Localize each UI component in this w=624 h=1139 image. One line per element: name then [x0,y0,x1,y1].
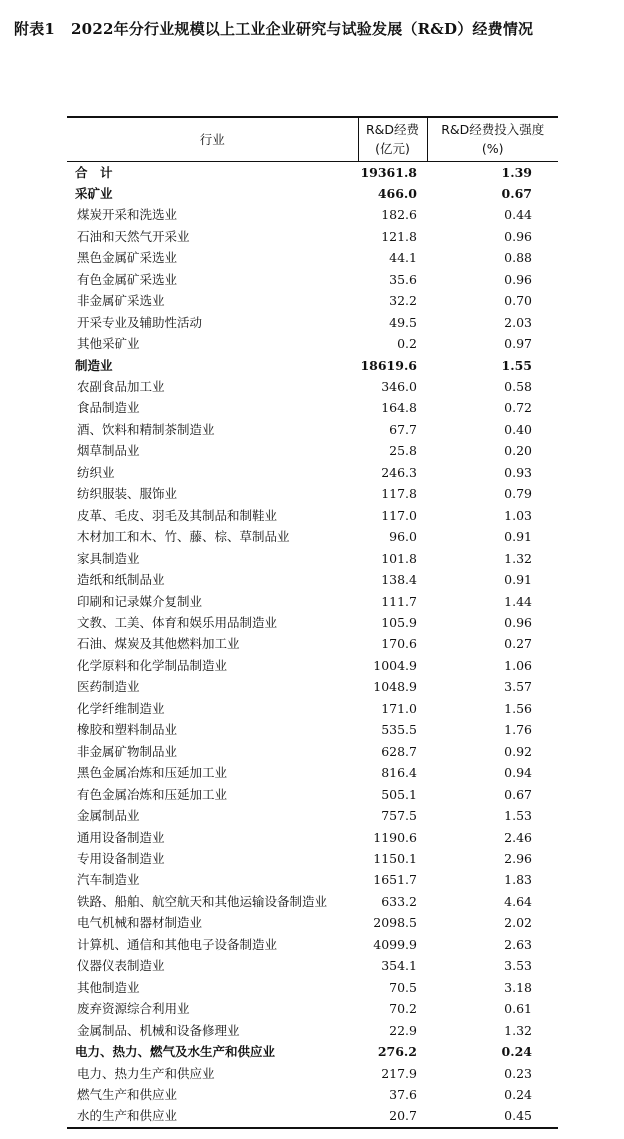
rd-expenditure-value: 170.6 [381,636,417,652]
rd-expenditure-value: 18619.6 [360,357,417,373]
rd-intensity-value: 2.02 [504,915,532,931]
rd-expenditure-value: 633.2 [381,893,417,909]
table-row [67,226,558,247]
rd-intensity-value: 0.94 [504,765,532,781]
industry-name: 金属制品、机械和设备修理业 [77,1022,240,1038]
industry-name: 石油、煤炭及其他燃料加工业 [77,636,240,652]
rd-expenditure-value: 25.8 [389,443,417,459]
rd-intensity-value: 1.39 [501,164,532,180]
rd-intensity-value: 0.23 [504,1065,532,1081]
rd-expenditure-value: 757.5 [381,808,417,824]
rd-intensity-value: 1.03 [504,507,532,523]
rd-intensity-value: 0.93 [504,464,532,480]
industry-name: 其他采矿业 [77,336,140,352]
rd-intensity-value: 1.53 [504,808,532,824]
rd-expenditure-value: 346.0 [381,379,417,395]
page-title [14,18,533,39]
rd-expenditure-value: 20.7 [389,1108,417,1124]
industry-name: 电气机械和器材制造业 [77,915,203,931]
table-row [67,741,558,762]
rd-intensity-value: 0.97 [504,336,532,352]
industry-name: 电力、热力生产和供应业 [77,1065,215,1081]
table-row [67,440,558,461]
industry-name: 铁路、船舶、航空航天和其他运输设备制造业 [77,893,328,909]
table-row [67,247,558,268]
rd-intensity-value: 2.03 [504,314,532,330]
table-row [67,376,558,397]
table-row [67,548,558,569]
rd-expenditure-value: 67.7 [389,421,417,437]
rd-intensity-value: 1.32 [504,1022,532,1038]
rd-intensity-value: 4.64 [504,893,532,909]
industry-name: 废弃资源综合利用业 [77,1001,190,1017]
industry-name: 橡胶和塑料制品业 [77,722,178,738]
industry-name: 开采专业及辅助性活动 [77,314,203,330]
rd-expenditure-value: 1190.6 [373,829,417,845]
rd-intensity-value: 2.63 [504,936,532,952]
table-row [67,355,558,376]
header-rd-expenditure [358,117,427,161]
rd-expenditure-value: 1651.7 [373,872,417,888]
rd-expenditure-value: 32.2 [389,293,417,309]
table-row [67,569,558,590]
table-row [67,633,558,654]
table-row [67,419,558,440]
rd-expenditure-value: 246.3 [381,464,417,480]
industry-name: 有色金属冶炼和压延加工业 [77,786,228,802]
rd-expenditure-value: 276.2 [377,1044,417,1060]
rd-intensity-value: 0.70 [504,293,532,309]
industry-name: 纺织业 [77,464,115,480]
rd-expenditure-value: 466.0 [377,185,417,201]
table-row [67,891,558,912]
rd-expenditure-value: 164.8 [381,400,417,416]
rd-intensity-value: 1.76 [504,722,532,738]
industry-name: 汽车制造业 [77,872,140,888]
industry-name: 专用设备制造业 [77,851,165,866]
rd-intensity-value: 0.91 [504,529,532,545]
industry-name: 有色金属矿采选业 [77,271,178,287]
rd-expenditure-value: 628.7 [381,743,417,759]
industry-name: 燃气生产和供应业 [77,1086,178,1102]
industry-name: 纺织服装、服饰业 [77,486,178,502]
rd-intensity-value: 0.24 [501,1044,532,1060]
industry-name: 烟草制品业 [77,443,140,459]
table-row [67,977,558,998]
table-row [67,784,558,805]
rd-expenditure-value: 44.1 [389,250,417,266]
rd-intensity-value: 3.57 [504,679,532,695]
rd-expenditure-value: 1150.1 [373,851,417,866]
industry-name: 采矿业 [75,185,113,201]
rd-expenditure-value: 22.9 [389,1022,417,1038]
rd-intensity-value: 0.91 [504,572,532,588]
table-row [67,676,558,697]
industry-name: 家具制造业 [77,550,140,566]
table-row [67,762,558,783]
industry-name: 通用设备制造业 [77,829,165,845]
rd-intensity-value: 0.88 [504,250,532,266]
rd-expenditure-value: 111.7 [381,593,417,609]
rd-expenditure-value: 505.1 [381,786,417,802]
rd-intensity-value: 0.72 [504,400,532,416]
table-row [67,805,558,826]
table-row [67,1063,558,1084]
rd-intensity-value: 0.61 [504,1001,532,1017]
title-text: 2022年分行业规模以上工业企业研究与试验发展（R&D）经费情况 [71,20,534,38]
rd-intensity-value: 0.40 [504,421,532,437]
rd-intensity-value: 0.96 [504,271,532,287]
rd-expenditure-value: 171.0 [381,700,417,716]
table-row [67,998,558,1019]
table-row [67,1084,558,1105]
rd-expenditure-value: 117.0 [381,507,417,523]
industry-name: 合 计 [75,164,113,180]
header-rd-line1: R&D经费 [365,122,420,138]
table-row [67,655,558,676]
rd-intensity-value: 3.53 [504,958,532,974]
rd-intensity-value: 1.55 [501,357,532,373]
rd-expenditure-value: 49.5 [389,314,417,330]
rd-expenditure-value: 105.9 [381,615,417,631]
rd-intensity-value: 0.67 [501,185,532,201]
table-row [67,526,558,547]
industry-name: 非金属矿采选业 [77,293,165,309]
industry-name: 造纸和纸制品业 [77,572,165,588]
rd-intensity-value: 0.67 [504,786,532,802]
industry-name: 仪器仪表制造业 [77,958,165,974]
rd-intensity-value: 1.44 [504,593,532,609]
rd-expenditure-value: 117.8 [381,486,417,502]
rd-expenditure-value: 217.9 [381,1065,417,1081]
rd-expenditure-value: 96.0 [389,529,417,545]
appendix-label: 附表1 [14,20,56,38]
rd-intensity-value: 0.27 [504,636,532,652]
industry-name: 金属制品业 [77,808,140,824]
table-row [67,719,558,740]
table-row [67,290,558,311]
table-row [67,483,558,504]
table-header-row [67,117,558,161]
industry-name: 石油和天然气开采业 [77,228,190,244]
table-row [67,1105,558,1127]
rd-expenditure-value: 35.6 [389,271,417,287]
rd-expenditure-value: 182.6 [381,207,417,223]
rd-intensity-value: 0.96 [504,228,532,244]
header-rd-line2: (亿元) [375,141,410,157]
table-row [67,462,558,483]
rd-expenditure-value: 535.5 [381,722,417,738]
rd-intensity-value: 0.44 [504,207,532,223]
industry-name: 化学原料和化学制品制造业 [77,657,228,673]
rd-expenditure-value: 138.4 [381,572,417,588]
rd-expenditure-value: 354.1 [381,958,417,974]
header-intensity-line2: (%) [481,141,504,157]
header-industry: 行业 [199,131,225,147]
rd-expenditure-value: 70.2 [389,1001,417,1017]
table-body [67,161,558,1128]
industry-name: 文教、工美、体育和娱乐用品制造业 [77,615,278,631]
table-row [67,934,558,955]
industry-name: 制造业 [75,357,113,373]
rd-intensity-value: 1.83 [504,872,532,888]
industry-name: 计算机、通信和其他电子设备制造业 [77,936,278,952]
table-row [67,591,558,612]
industry-name: 黑色金属冶炼和压延加工业 [77,765,228,781]
industry-name: 黑色金属矿采选业 [77,250,178,266]
industry-name: 农副食品加工业 [77,379,165,395]
rd-intensity-value: 2.46 [504,829,532,845]
rd-expenditure-value: 0.2 [397,336,417,352]
table-row [67,612,558,633]
rd-intensity-value: 1.06 [504,657,532,673]
table-row [67,698,558,719]
table-row [67,505,558,526]
table-row [67,869,558,890]
rd-expenditure-value: 4099.9 [373,936,417,952]
industry-name: 皮革、毛皮、羽毛及其制品和制鞋业 [77,507,278,523]
header-rd-intensity [427,117,558,161]
rd-intensity-value: 0.20 [504,443,532,459]
table-row [67,204,558,225]
rd-intensity-value: 0.45 [504,1108,532,1124]
table-row [67,955,558,976]
table-row [67,397,558,418]
rd-intensity-value: 3.18 [504,979,532,995]
table-row [67,161,558,183]
rd-expenditure-table [67,116,558,1129]
rd-expenditure-value: 1048.9 [373,679,417,695]
industry-name: 食品制造业 [77,400,140,416]
rd-expenditure-value: 101.8 [381,550,417,566]
rd-intensity-value: 2.96 [504,851,532,866]
industry-name: 其他制造业 [77,979,140,995]
industry-name: 水的生产和供应业 [77,1108,178,1124]
table-row [67,912,558,933]
rd-expenditure-value: 121.8 [381,228,417,244]
industry-name: 酒、饮料和精制茶制造业 [77,421,215,437]
table-row [67,1020,558,1041]
rd-expenditure-value: 2098.5 [373,915,417,931]
industry-name: 化学纤维制造业 [77,700,165,716]
rd-intensity-value: 0.96 [504,615,532,631]
rd-intensity-value: 0.79 [504,486,532,502]
industry-name: 煤炭开采和洗选业 [77,207,178,223]
industry-name: 医药制造业 [77,679,140,695]
industry-name: 木材加工和木、竹、藤、棕、草制品业 [77,529,290,545]
table-row [67,269,558,290]
table-row [67,848,558,869]
industry-name: 非金属矿物制品业 [77,743,178,759]
table-row [67,827,558,848]
rd-intensity-value: 0.24 [504,1086,532,1102]
rd-expenditure-value: 37.6 [389,1086,417,1102]
table-row [67,333,558,354]
rd-intensity-value: 0.58 [504,379,532,395]
rd-expenditure-value: 19361.8 [360,164,417,180]
rd-expenditure-value: 1004.9 [373,657,417,673]
industry-name: 印刷和记录媒介复制业 [77,593,203,609]
industry-name: 电力、热力、燃气及水生产和供应业 [75,1044,276,1060]
table-row [67,183,558,204]
rd-intensity-value: 1.56 [504,700,532,716]
table-row [67,1041,558,1062]
rd-expenditure-value: 816.4 [381,765,417,781]
rd-expenditure-value: 70.5 [389,979,417,995]
rd-intensity-value: 1.32 [504,550,532,566]
rd-intensity-value: 0.92 [504,743,532,759]
header-intensity-line1: R&D经费投入强度 [441,122,545,138]
table-row [67,312,558,333]
